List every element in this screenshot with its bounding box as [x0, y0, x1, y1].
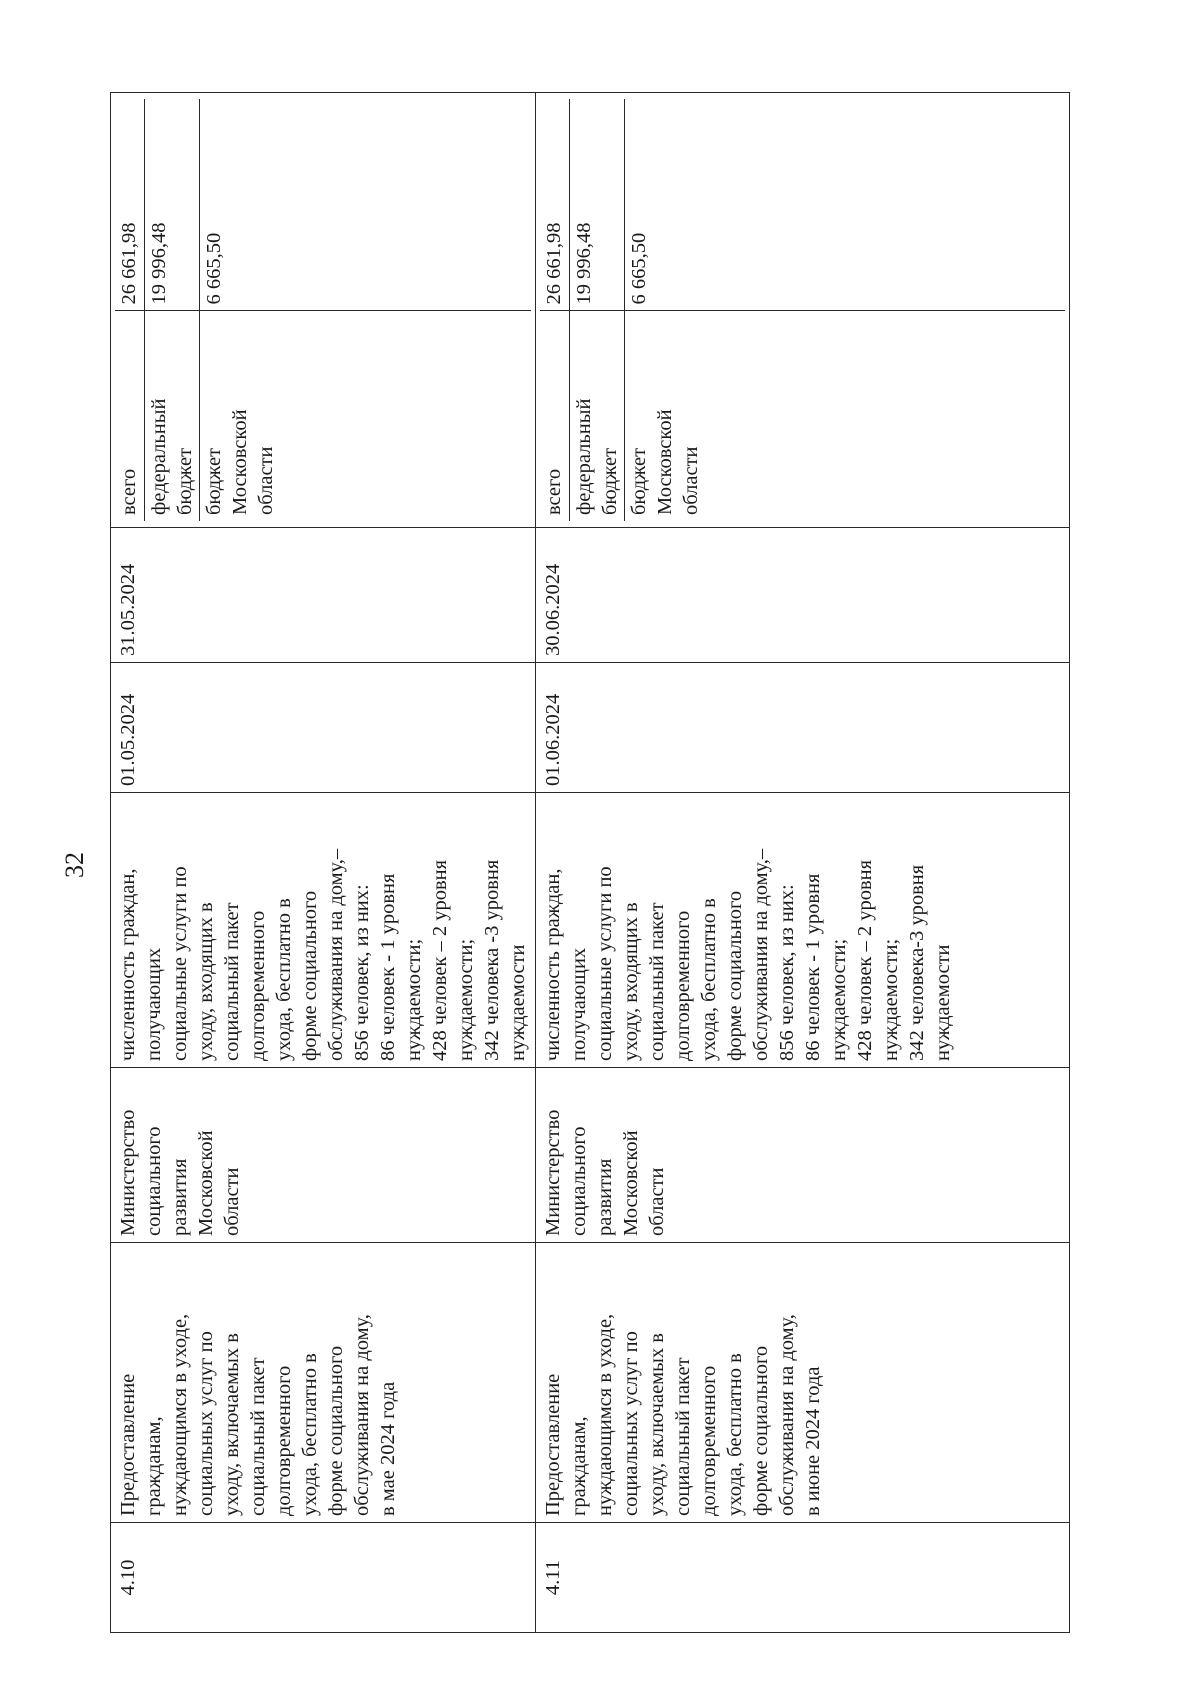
text-line: бюджет — [202, 447, 225, 515]
text-line: нуждающимся в уходе, — [169, 1313, 191, 1516]
text-line: обслуживания на дому,– — [325, 848, 347, 1061]
text-line: социальных услуг по — [620, 1331, 642, 1516]
text-line: форме социального — [750, 1345, 772, 1516]
text-line: нуждающимся в уходе, — [594, 1313, 616, 1516]
text-line: всего — [118, 468, 140, 515]
financing-amount: 6 665,50 — [627, 232, 650, 305]
text-line: социальные услуги по — [594, 866, 616, 1061]
text-line: нуждаемости; — [880, 938, 902, 1061]
financing-cell — [536, 93, 1070, 528]
text-line: форме социального — [299, 890, 321, 1061]
text-line: в июне 2024 года — [802, 1366, 824, 1516]
text-line: бюджет — [173, 447, 196, 515]
text-line: ухода, бесплатно в — [299, 1353, 321, 1516]
text-line: всего — [543, 468, 565, 515]
text-line: форме социального — [724, 890, 746, 1061]
financing-source — [624, 311, 1065, 521]
text-line: долговременного — [672, 910, 694, 1061]
text-line: нуждаемости; — [455, 938, 477, 1061]
text-line: социальные услуги по — [169, 866, 191, 1061]
text-line: в мае 2024 года — [377, 1381, 399, 1516]
financing-row — [115, 99, 144, 521]
text-line: 428 человек – 2 уровня — [429, 859, 451, 1061]
text-line: области — [646, 1167, 668, 1236]
start-date: 01.05.2024 — [111, 663, 536, 793]
text-line: уходу, включаемых в — [221, 1333, 243, 1516]
text-line: нуждаемости — [507, 944, 529, 1061]
text-line: развития — [169, 1158, 191, 1236]
end-date: 31.05.2024 — [111, 528, 536, 663]
text-line: обслуживания на дому,– — [750, 848, 772, 1061]
text-line: 86 человек - 1 уровня — [377, 873, 399, 1061]
text-line: получающих — [143, 947, 165, 1061]
text-line: ухода, бесплатно в — [698, 898, 720, 1061]
financing-amount: 19 996,48 — [144, 99, 199, 311]
text-line: форме социального — [325, 1345, 347, 1516]
financing-table — [115, 99, 531, 521]
financing-row — [144, 99, 199, 521]
text-line: 856 человек, из них: — [351, 884, 373, 1061]
text-line: области — [679, 446, 702, 515]
text-line: 86 человек - 1 уровня — [802, 873, 824, 1061]
text-line: ухода, бесплатно в — [724, 1353, 746, 1516]
text-line: гражданам, — [568, 1416, 590, 1516]
financing-row — [569, 99, 624, 521]
text-line: численность граждан, — [117, 868, 139, 1061]
text-line: обслуживания на дому, — [351, 1314, 373, 1516]
text-line: долговременного — [698, 1365, 720, 1516]
text-line: 342 человека -3 уровня — [481, 859, 503, 1061]
responsible-executor — [536, 1068, 1070, 1243]
rotated-table-frame — [110, 93, 1060, 1633]
text-line: ухода, бесплатно в — [273, 898, 295, 1061]
end-date: 30.06.2024 — [536, 528, 1070, 663]
text-line: социальных услуг по — [195, 1331, 217, 1516]
text-line: гражданам, — [143, 1416, 165, 1516]
text-line: федеральный — [147, 398, 170, 515]
text-line: численность граждан, — [542, 868, 564, 1061]
financing-amount: 19 996,48 — [569, 99, 624, 311]
financing-row — [540, 99, 569, 521]
financing-amount: 26 661,98 — [540, 99, 569, 311]
text-line: 856 человек, из них: — [776, 884, 798, 1061]
text-line: социального — [568, 1126, 590, 1236]
text-line: обслуживания на дому, — [776, 1314, 798, 1516]
financing-amount: 26 661,98 — [115, 99, 144, 311]
row-number: 4.10 — [111, 1523, 536, 1633]
text-line: социальный пакет — [221, 902, 243, 1061]
text-line: нуждаемости; — [828, 938, 850, 1061]
text-line: социальный пакет — [672, 1357, 694, 1516]
text-line: Министерство — [117, 1109, 139, 1236]
financing-amount: 6 665,50 — [202, 232, 225, 305]
text-line: долговременного — [273, 1365, 295, 1516]
text-line: уходу, входящих в — [195, 902, 217, 1061]
table-row — [111, 93, 536, 1633]
text-line: нуждаемости; — [403, 938, 425, 1061]
text-line: уходу, включаемых в — [646, 1333, 668, 1516]
text-line: бюджет — [627, 447, 650, 515]
event-description — [536, 1243, 1070, 1523]
financing-source — [144, 311, 199, 521]
page-number: 32 — [60, 852, 89, 878]
text-line: долговременного — [247, 910, 269, 1061]
text-line: Московской — [620, 1130, 642, 1236]
table-row — [536, 93, 1070, 1633]
text-line: Министерство — [542, 1109, 564, 1236]
financing-source — [199, 311, 531, 521]
responsible-executor — [111, 1068, 536, 1243]
text-line: уходу, входящих в — [620, 902, 642, 1061]
text-line: развития — [594, 1158, 616, 1236]
expected-result — [536, 793, 1070, 1068]
text-line: Предоставление — [542, 1373, 564, 1516]
text-line: области — [221, 1167, 243, 1236]
financing-table — [540, 99, 1065, 521]
row-number: 4.11 — [536, 1523, 1070, 1633]
text-line: области — [254, 446, 277, 515]
text-line: социальный пакет — [646, 902, 668, 1061]
text-line: бюджет — [598, 447, 621, 515]
text-line: 342 человека-3 уровня — [906, 864, 928, 1061]
financing-cell — [111, 93, 536, 528]
financing-source — [115, 311, 144, 521]
text-line: нуждаемости — [932, 944, 954, 1061]
text-line: Московской — [228, 409, 251, 515]
text-line: Предоставление — [117, 1373, 139, 1516]
event-description — [111, 1243, 536, 1523]
text-line: социальный пакет — [247, 1357, 269, 1516]
text-line: Московской — [653, 409, 676, 515]
financing-source — [540, 311, 569, 521]
text-line: получающих — [568, 947, 590, 1061]
financing-source — [569, 311, 624, 521]
text-line: социального — [143, 1126, 165, 1236]
text-line: Московской — [195, 1130, 217, 1236]
start-date: 01.06.2024 — [536, 663, 1070, 793]
text-line: 428 человек – 2 уровня — [854, 859, 876, 1061]
financing-row — [624, 99, 1065, 521]
financing-row — [199, 99, 531, 521]
text-line: федеральный — [572, 398, 595, 515]
expected-result — [111, 793, 536, 1068]
activities-table — [110, 92, 1070, 1633]
